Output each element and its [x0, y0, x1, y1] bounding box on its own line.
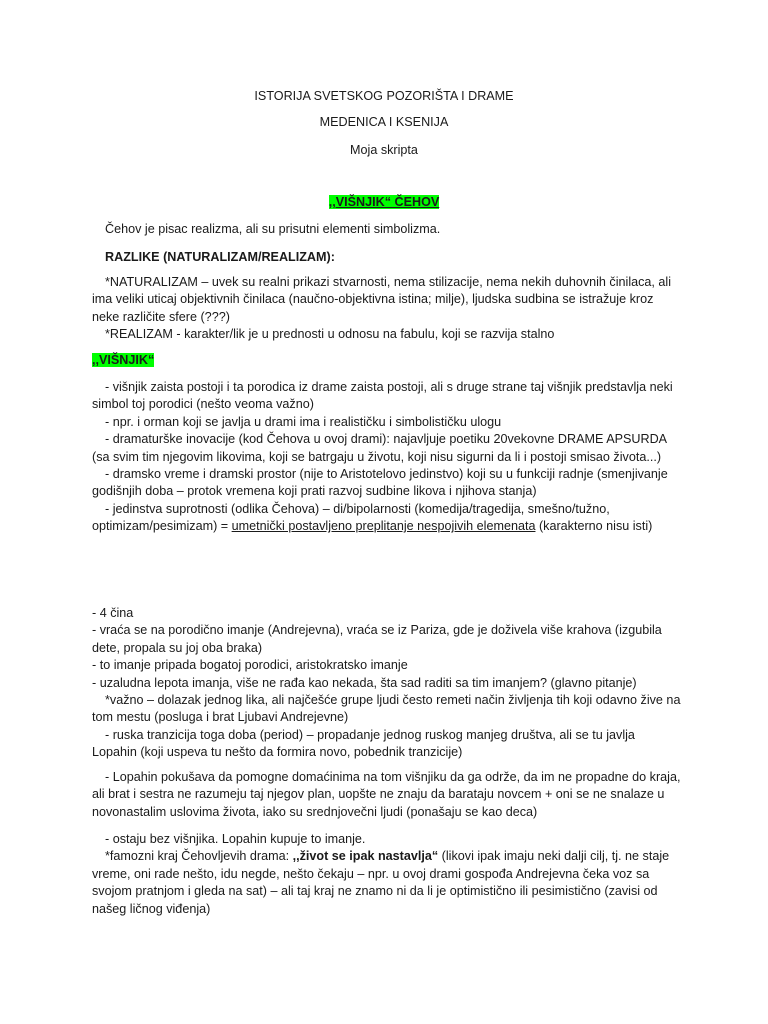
jedinstva-after: (karakterno nisu isti): [535, 519, 653, 534]
doc-subtitle: Moja skripta: [350, 143, 418, 157]
famozni-bold: ,,život se ipak nastavlja“: [292, 849, 439, 864]
famozni-paragraph: [92, 848, 682, 918]
doc-title: ISTORIJA SVETSKOG POZORIŠTA I DRAME: [254, 89, 514, 103]
plot-point: - vraća se na porodično imanje (Andrejevna), vraća se iz Pariza, gde je doživela više krahova (izgubila dete, propala su joj oba braka): [92, 623, 662, 655]
famozni-text: *famozni kraj Čehovljevih drama:: [105, 849, 293, 864]
visnjik-section: [92, 379, 682, 536]
plot-point: - 4 čina: [92, 606, 134, 620]
razlike-heading: [92, 249, 682, 266]
jedinstva-underlined: umetnički postavljeno preplitanje nespojivih elemenata: [231, 519, 536, 534]
doc-authors: MEDENICA I KSENIJA: [319, 115, 449, 129]
jedinstva-paragraph: [92, 501, 682, 536]
razlike-section: [92, 274, 682, 344]
visnjik-point: - višnjik zaista postoji i ta porodica iz drame zaista postoji, ali s druge strane taj višnjik predstavlja neki simbol toj porodici (nešto veoma važno): [92, 380, 673, 412]
realizam-paragraph: *REALIZAM - karakter/lik je u prednosti u odnosu na fabulu, koji se razvija stalno: [105, 327, 555, 342]
intro-paragraph: Čehov je pisac realizma, ali su prisutni elementi simbolizma.: [105, 222, 441, 236]
visnjik-heading-text: ,,VIŠNJIK“: [92, 353, 155, 367]
plot-point: - uzaludna lepota imanja, više ne rađa kao nekada, šta sad raditi sa tim imanjem? (glavno pitanje): [92, 675, 637, 690]
ostaju-paragraph: - ostaju bez višnjika. Lopahin kupuje to imanje.: [105, 832, 366, 846]
visnjik-point: - npr. i orman koji se javlja u drami ima i realističku i simbolističku ulogu: [105, 414, 502, 429]
vazno-paragraph: *važno – dolazak jednog lika, ali najčešće grupe ljudi često remeti način življenja tih koji odavno žive na tom mestu (posluga i brat Ljubavi Andrejevne): [92, 693, 681, 725]
jedinstva-text: - jedinstva suprotnosti (odlika Čehova) – di/bipolarnosti (komedija/tragedija, smešno/tužno, optimizam/pesimizam) =: [92, 501, 610, 534]
main-heading: [0, 195, 768, 209]
ending-section: [92, 831, 682, 918]
naturalizam-paragraph: *NATURALIZAM – uvek su realni prikazi stvarnosti, nema stilizacije, nema nekih duhovnih činilaca, ali ima veliki uticaj objektivnih činilaca (naučno-objektivna istina; milje), ljudska sudbina se istražuje kroz neke različite sfere (???): [92, 275, 672, 324]
plot-point: - to imanje pripada bogatoj porodici, aristokratsko imanje: [92, 658, 408, 673]
tranzicija-paragraph: - ruska tranzicija toga doba (period) – propadanje jednog ruskog manjeg društva, ali se tu javlja Lopahin (koji uspeva tu nešto da formira novo, pobednik tranzicije): [92, 727, 635, 760]
plot-section: [92, 605, 682, 762]
visnjik-heading: [92, 352, 682, 369]
visnjik-point: - dramaturške inovacije (kod Čehova u ovoj drami): najavljuje poetiku 20vekovne DRAME APSURDA (sa svim tim njegovim likovima, koji se batrgaju u životu, koji nisu sigurni da li i postoji smisao života...): [92, 432, 667, 464]
visnjik-point: - dramsko vreme i dramski prostor (nije to Aristotelovo jedinstvo) koji su u funkciji radnje (smenjivanje godišnjih doba – protok vremena koji prati razvoj sudbine likova i njihova stanja): [92, 467, 668, 499]
lopahin-paragraph: - Lopahin pokušava da pomogne domaćinima na tom višnjiku da ga održe, da im ne propadne do kraja, ali brat i sestra ne razumeju taj njegov plan, uopšte ne znaju da barataju novcem + oni se ne snalaze u novonastalim uslovima života, iako su srednjovečni ljudi (ponašaju se kao deca): [92, 770, 681, 819]
famozni-after: (likovi ipak imaju neki dalji cilj, tj. ne staje vreme, oni rade nešto, idu negde, nešto čekaju – npr. u ovoj drami gospođa Andrejevna čeka voz sa svojom pratnjom i gleda na sat) – ali taj kraj ne znamo ni da li je optimistično ili pesimistično (zavisi od našeg ličnog viđenja): [92, 849, 670, 916]
razlike-heading-text: RAZLIKE (NATURALIZAM/REALIZAM):: [105, 250, 335, 264]
main-heading-text: ,,VIŠNJIK“ ČEHOV: [328, 195, 440, 209]
